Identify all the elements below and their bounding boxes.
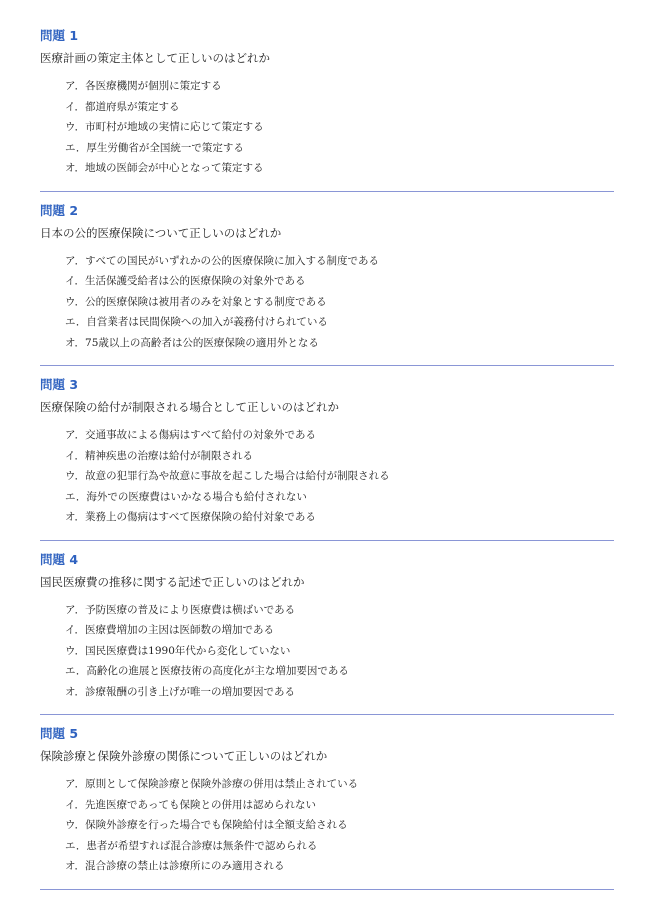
- question-2-options: [40, 251, 614, 354]
- option-a: ア．各医療機関が個別に策定する: [65, 80, 222, 92]
- option-e: エ．高齢化の進展と医療技術の高度化が主な増加要因である: [65, 665, 349, 677]
- question-1: [40, 28, 614, 192]
- question-1-text: 医療計画の策定主体として正しいのはどれか: [40, 51, 270, 65]
- option-u: ウ．保険外診療を行った場合でも保険給付は全額支給される: [65, 819, 348, 831]
- option-a: ア．交通事故による傷病はすべて給付の対象外である: [65, 429, 316, 441]
- question-3: [40, 377, 614, 541]
- question-5-title: 問題 5: [40, 726, 79, 741]
- option-e: エ．患者が希望すれば混合診療は無条件で認められる: [65, 839, 318, 852]
- question-4-title: 問題 4: [40, 551, 79, 567]
- option-u: ウ．公的医療保険は被用者のみを対象とする制度である: [65, 295, 327, 308]
- question-2: [40, 203, 614, 367]
- option-o: オ．地域の医師会が中心となって策定する: [65, 162, 264, 174]
- option-u: ウ．市町村が地域の実情に応じて策定する: [65, 121, 264, 133]
- question-1-options: [40, 76, 614, 179]
- question-1-title: 問題 1: [40, 28, 79, 43]
- question-2-title: 問題 2: [40, 202, 79, 218]
- question-5-text: 保険診療と保険外診療の関係について正しいのはどれか: [40, 749, 328, 763]
- option-i: イ．先進医療であっても保険との併用は認められない: [65, 798, 316, 811]
- question-3-title: 問題 3: [40, 377, 79, 392]
- option-i: イ．精神疾患の治療は給付が制限される: [65, 449, 254, 462]
- question-2-text: 日本の公的医療保険について正しいのはどれか: [40, 225, 282, 240]
- option-o: オ．業務上の傷病はすべて医療保険の給付対象である: [65, 511, 316, 523]
- question-4-text: 国民医療費の推移に関する記述で正しいのはどれか: [40, 574, 305, 589]
- question-4: [40, 552, 614, 716]
- option-i: イ．医療費増加の主因は医師数の増加である: [65, 624, 275, 636]
- option-o: オ．75歳以上の高齢者は公的医療保険の適用外となる: [65, 336, 319, 349]
- option-a: ア．予防医療の普及により医療費は横ばいである: [65, 603, 296, 616]
- option-o: オ．診療報酬の引き上げが唯一の増加要因である: [65, 685, 296, 698]
- question-3-text: 医療保険の給付が制限される場合として正しいのはどれか: [40, 400, 339, 414]
- option-o: オ．混合診療の禁止は診療所にのみ適用される: [65, 860, 285, 872]
- option-i: イ．都道府県が策定する: [65, 100, 180, 113]
- option-u: ウ．故意の犯罪行為や故意に事故を起こした場合は給付が制限される: [65, 470, 390, 482]
- question-5-options: [40, 774, 614, 877]
- question-4-options: [40, 600, 614, 703]
- option-e: エ．自営業者は民間保険への加入が義務付けられている: [65, 316, 328, 328]
- option-i: イ．生活保護受給者は公的医療保険の対象外である: [65, 275, 306, 287]
- option-u: ウ．国民医療費は1990年代から変化していない: [65, 644, 291, 657]
- option-a: ア．原則として保険診療と保険外診療の併用は禁止されている: [65, 778, 359, 790]
- option-e: エ．海外での医療費はいかなる場合も給付されない: [65, 490, 307, 503]
- option-e: エ．厚生労働省が全国統一で策定する: [65, 141, 244, 154]
- option-a: ア．すべての国民がいずれかの公的医療保険に加入する制度である: [65, 254, 379, 267]
- question-5: [40, 726, 614, 890]
- question-3-options: [40, 425, 614, 528]
